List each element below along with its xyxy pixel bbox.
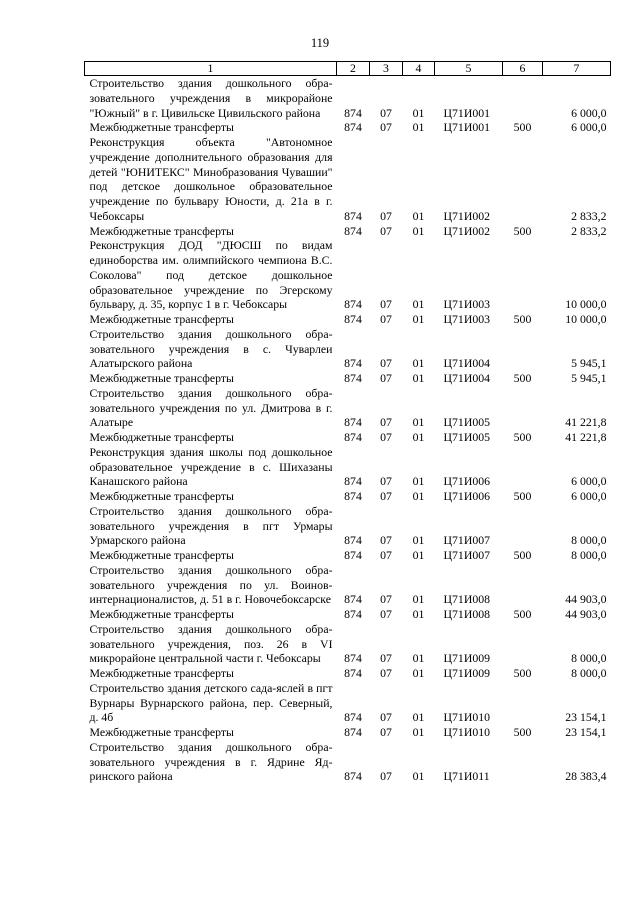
row-subsection: 01 xyxy=(412,430,425,444)
row-amount: 41 221,8 xyxy=(565,430,607,444)
row-expense-type: 500 xyxy=(513,666,532,680)
row-section: 07 xyxy=(380,297,392,312)
row-section: 07 xyxy=(380,105,392,120)
row-expense-type: 500 xyxy=(513,548,532,562)
row-name: Межбюджетные трансферты xyxy=(89,223,234,238)
row-target-article: Ц71И010 xyxy=(443,725,491,739)
row-subsection: 01 xyxy=(412,105,425,120)
row-subsection: 01 xyxy=(412,371,425,385)
row-name: Межбюджетные трансферты xyxy=(89,371,234,385)
column-header-1: 1 xyxy=(85,62,337,76)
row-ministry-code: 874 xyxy=(344,651,362,666)
row-name: Межбюджетные трансферты xyxy=(89,548,234,562)
row-ministry-code: 874 xyxy=(344,607,362,621)
row-expense-type: 500 xyxy=(513,430,532,444)
row-amount: 5 945,1 xyxy=(571,356,607,371)
row-subsection: 01 xyxy=(412,651,425,666)
row-subsection: 01 xyxy=(412,725,425,739)
row-section: 07 xyxy=(380,651,392,666)
row-expense-type: 500 xyxy=(513,223,532,238)
column-header-4: 4 xyxy=(403,62,435,76)
row-name: Строительство здания дошкольного образовательного учреждения по ул. Воинов-интернационалистов, д. 51 в г. Новочебоксарске xyxy=(89,562,333,607)
row-section: 07 xyxy=(380,769,392,784)
row-subsection: 01 xyxy=(412,769,425,784)
row-name: Реконструкция здания школы под дошкольное образовательное учреждение в с. Шихазаны Канашского района xyxy=(89,444,333,489)
row-amount: 2 833,2 xyxy=(571,208,607,223)
row-expense-type xyxy=(503,76,543,121)
row-ministry-code: 874 xyxy=(344,120,362,135)
row-name: Строительство здания детского сада-яслей в пгт Вурнары Вурнарского района, пер. Северный, д. 4б xyxy=(89,680,333,725)
row-ministry-code: 874 xyxy=(344,710,362,725)
row-subsection: 01 xyxy=(412,474,425,489)
row-expense-type xyxy=(503,504,543,548)
table-row xyxy=(85,740,611,784)
table-row xyxy=(85,622,611,666)
row-target-article: Ц71И007 xyxy=(443,533,491,548)
row-expense-type: 500 xyxy=(513,371,532,385)
table-row xyxy=(85,135,611,224)
row-amount: 23 154,1 xyxy=(565,710,607,725)
row-ministry-code: 874 xyxy=(344,312,362,326)
row-target-article: Ц71И010 xyxy=(443,710,491,725)
row-target-article: Ц71И004 xyxy=(443,371,491,385)
row-section: 07 xyxy=(380,592,392,607)
row-subsection: 01 xyxy=(412,120,425,135)
row-expense-type xyxy=(503,563,543,607)
row-amount: 44 903,0 xyxy=(565,607,607,621)
row-target-article: Ц71И007 xyxy=(443,548,491,562)
row-subsection: 01 xyxy=(412,208,425,223)
row-expense-type xyxy=(503,327,543,371)
row-expense-type xyxy=(503,445,543,489)
row-name: Строительство здания дошкольного образовательного учреждения в с. Чуварлеи Алатырского района xyxy=(89,326,333,371)
row-subsection: 01 xyxy=(412,297,425,312)
row-ministry-code: 874 xyxy=(344,474,362,489)
page-number: 119 xyxy=(310,36,330,50)
row-name: Межбюджетные трансферты xyxy=(89,725,234,739)
row-name: Межбюджетные трансферты xyxy=(89,312,234,326)
row-amount: 23 154,1 xyxy=(565,725,607,739)
row-section: 07 xyxy=(380,666,392,680)
row-amount: 41 221,8 xyxy=(565,415,607,430)
row-subsection: 01 xyxy=(412,533,425,548)
row-subsection: 01 xyxy=(412,489,425,503)
row-amount: 10 000,0 xyxy=(565,312,607,326)
row-target-article: Ц71И006 xyxy=(443,489,491,503)
row-ministry-code: 874 xyxy=(344,297,362,312)
table-row xyxy=(85,371,611,386)
row-expense-type: 500 xyxy=(513,725,532,739)
row-amount: 10 000,0 xyxy=(565,297,607,312)
row-amount: 8 000,0 xyxy=(571,533,607,548)
row-section: 07 xyxy=(380,548,392,562)
row-target-article: Ц71И002 xyxy=(443,208,491,223)
row-subsection: 01 xyxy=(412,312,425,326)
row-amount: 8 000,0 xyxy=(571,548,607,562)
row-ministry-code: 874 xyxy=(344,105,362,120)
row-section: 07 xyxy=(380,710,392,725)
column-header-3: 3 xyxy=(370,62,403,76)
table-row xyxy=(85,76,611,121)
row-expense-type xyxy=(503,740,543,784)
column-header-7: 7 xyxy=(543,62,611,76)
row-expense-type xyxy=(503,238,543,312)
row-name: Межбюджетные трансферты xyxy=(89,489,234,503)
row-name: Строительство здания дошкольного образовательного учреждения в пгт Урмары Урмарского района xyxy=(89,503,333,548)
row-amount: 8 000,0 xyxy=(571,666,607,680)
row-name: Межбюджетные трансферты xyxy=(89,430,234,444)
row-expense-type: 500 xyxy=(513,120,532,135)
table-row xyxy=(85,666,611,681)
row-expense-type xyxy=(503,681,543,725)
row-target-article: Ц71И003 xyxy=(443,297,491,312)
row-expense-type xyxy=(503,135,543,224)
row-subsection: 01 xyxy=(412,710,425,725)
row-expense-type: 500 xyxy=(513,312,532,326)
table-row xyxy=(85,430,611,445)
row-section: 07 xyxy=(380,430,392,444)
row-expense-type xyxy=(503,386,543,430)
row-ministry-code: 874 xyxy=(344,725,362,739)
table-row xyxy=(85,504,611,548)
row-amount: 6 000,0 xyxy=(571,474,607,489)
table-row xyxy=(85,445,611,489)
row-amount: 8 000,0 xyxy=(571,651,607,666)
row-subsection: 01 xyxy=(412,548,425,562)
table-row xyxy=(85,681,611,725)
row-section: 07 xyxy=(380,725,392,739)
row-ministry-code: 874 xyxy=(344,548,362,562)
row-expense-type: 500 xyxy=(513,489,532,503)
table-row xyxy=(85,725,611,740)
row-target-article: Ц71И009 xyxy=(443,651,491,666)
table-row xyxy=(85,224,611,239)
row-section: 07 xyxy=(380,371,392,385)
row-target-article: Ц71И008 xyxy=(443,592,491,607)
row-target-article: Ц71И003 xyxy=(443,312,491,326)
table-row xyxy=(85,312,611,327)
row-name: Реконструкция объекта "Автономное учреждение дополнительного образования для детей "ЮНИТЕКС" Минобразования Чувашии" под детское дошкольное образовательное учреждение по бульвару Юности, д. 21а в г. Чебоксары xyxy=(89,135,333,223)
row-target-article: Ц71И001 xyxy=(443,105,491,120)
row-target-article: Ц71И005 xyxy=(443,430,491,444)
table-row xyxy=(85,386,611,430)
row-amount: 28 383,4 xyxy=(565,769,607,784)
header-row xyxy=(85,62,611,76)
table-body xyxy=(85,76,611,785)
row-section: 07 xyxy=(380,489,392,503)
row-ministry-code: 874 xyxy=(344,356,362,371)
table-row xyxy=(85,548,611,563)
table-row xyxy=(85,327,611,371)
row-ministry-code: 874 xyxy=(344,769,362,784)
row-ministry-code: 874 xyxy=(344,533,362,548)
row-subsection: 01 xyxy=(412,666,425,680)
row-target-article: Ц71И001 xyxy=(443,120,491,135)
row-section: 07 xyxy=(380,356,392,371)
row-section: 07 xyxy=(380,120,392,135)
row-subsection: 01 xyxy=(412,607,425,621)
row-ministry-code: 874 xyxy=(344,430,362,444)
row-name: Реконструкция ДОД "ДЮСШ по видам единоборства им. олимпийского чемпиона В.С. Соколова" под детское дошкольное образовательное учреждение по Эгерскому бульвару, д. 35, корпус 1 в г. Чебоксары xyxy=(89,238,333,312)
row-section: 07 xyxy=(380,474,392,489)
row-ministry-code: 874 xyxy=(344,415,362,430)
row-subsection: 01 xyxy=(412,592,425,607)
row-name: Строительство здания дошкольного образовательного учреждения, поз. 26 в VI микрорайоне центральной части г. Чебоксары xyxy=(89,621,333,666)
column-header-5: 5 xyxy=(435,62,503,76)
row-name: Межбюджетные трансферты xyxy=(89,666,234,680)
row-target-article: Ц71И004 xyxy=(443,356,491,371)
row-amount: 6 000,0 xyxy=(571,120,607,135)
row-ministry-code: 874 xyxy=(344,223,362,238)
row-section: 07 xyxy=(380,607,392,621)
row-subsection: 01 xyxy=(412,223,425,238)
row-amount: 5 945,1 xyxy=(571,371,607,385)
row-name: Межбюджетные трансферты xyxy=(89,607,234,621)
row-target-article: Ц71И006 xyxy=(443,474,491,489)
row-expense-type xyxy=(503,622,543,666)
row-section: 07 xyxy=(380,415,392,430)
row-amount: 6 000,0 xyxy=(571,105,607,120)
table-header xyxy=(85,62,611,76)
row-ministry-code: 874 xyxy=(344,489,362,503)
table-row xyxy=(85,120,611,135)
row-expense-type: 500 xyxy=(513,607,532,621)
row-name: Строительство здания дошкольного образовательного учреждения по ул. Дмитрова в г. Алатыре xyxy=(89,385,333,430)
row-amount: 44 903,0 xyxy=(565,592,607,607)
row-section: 07 xyxy=(380,312,392,326)
row-section: 07 xyxy=(380,223,392,238)
row-amount: 2 833,2 xyxy=(571,223,607,238)
row-target-article: Ц71И005 xyxy=(443,415,491,430)
budget-table xyxy=(84,61,611,784)
row-name: Строительство здания дошкольного образовательного учреждения в микрорайоне "Южный" в г. Цивильске Цивильского района xyxy=(89,76,333,120)
column-header-2: 2 xyxy=(337,62,370,76)
row-name: Межбюджетные трансферты xyxy=(89,120,234,135)
row-section: 07 xyxy=(380,533,392,548)
table-row xyxy=(85,563,611,607)
row-ministry-code: 874 xyxy=(344,666,362,680)
row-name: Строительство здания дошкольного образовательного учреждения в г. Ядрине Ядринского района xyxy=(89,739,333,784)
row-ministry-code: 874 xyxy=(344,371,362,385)
row-target-article: Ц71И002 xyxy=(443,223,491,238)
row-ministry-code: 874 xyxy=(344,208,362,223)
row-target-article: Ц71И011 xyxy=(443,769,490,784)
column-header-6: 6 xyxy=(503,62,543,76)
row-target-article: Ц71И009 xyxy=(443,666,491,680)
table-row xyxy=(85,489,611,504)
table-row xyxy=(85,607,611,622)
row-subsection: 01 xyxy=(412,356,425,371)
row-subsection: 01 xyxy=(412,415,425,430)
table-row xyxy=(85,238,611,312)
row-section: 07 xyxy=(380,208,392,223)
row-target-article: Ц71И008 xyxy=(443,607,491,621)
row-amount: 6 000,0 xyxy=(571,489,607,503)
row-ministry-code: 874 xyxy=(344,592,362,607)
